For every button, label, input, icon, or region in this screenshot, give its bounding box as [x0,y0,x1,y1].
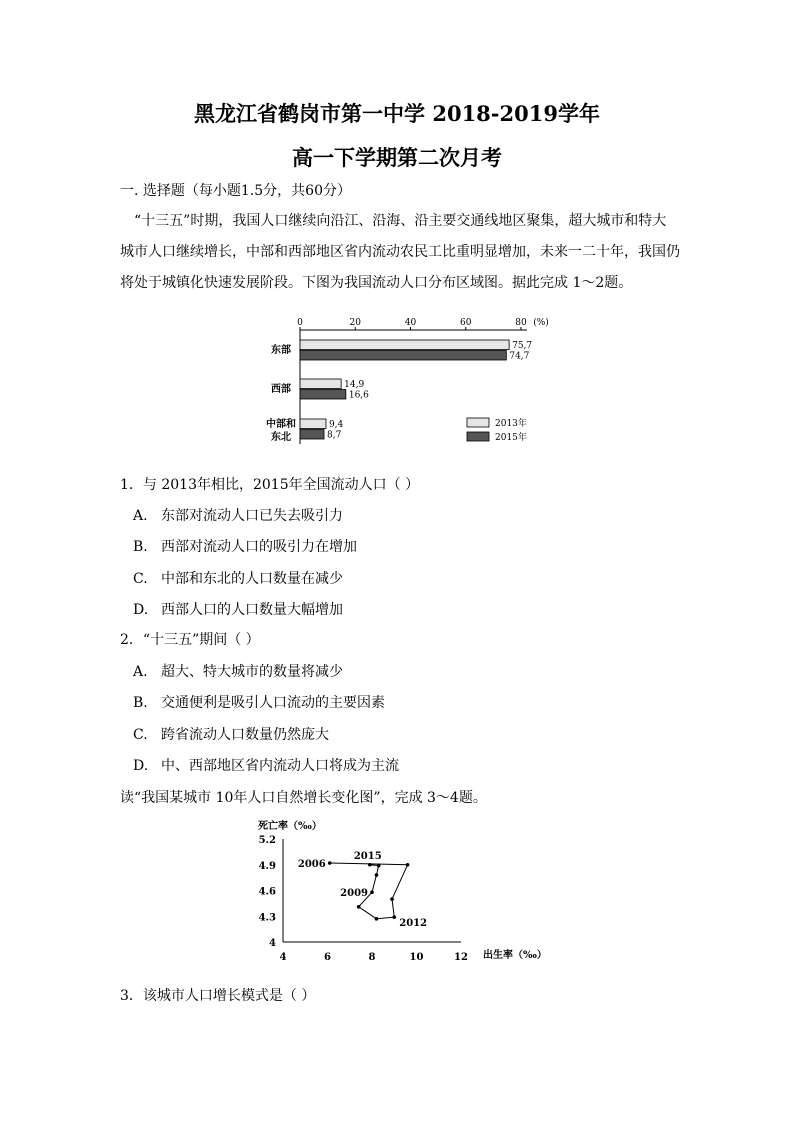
data-point [390,897,394,901]
bar-value-label: 16,6 [348,390,369,401]
legend-swatch [467,432,489,441]
q1-option-d-text: 西部人口的人口数量大幅增加 [161,602,343,618]
document-title-line1: 黑龙江省鹤岗市第一中学 2018-2019学年 [194,101,600,126]
bar-value-label: 75,7 [512,341,533,351]
q1-option-c-letter: C. [133,571,148,587]
bar-value-label: 8,7 [327,430,342,441]
bar-value-label: 9,4 [328,420,344,430]
q1-option-b-letter: B. [133,539,148,555]
x-tick-label: 4 [279,952,287,963]
q2-option-c-text: 跨省流动人口数量仍然庞大 [161,727,329,743]
data-point [328,861,332,865]
data-point [375,873,379,877]
point-year-label: 2015 [353,850,382,862]
q1-option-d [133,599,343,619]
q2-option-c-letter: C. [133,727,148,743]
flow-population-bar-chart [255,312,565,452]
natural-growth-line-chart [250,815,547,970]
question-2-stem: 2．“十三五”期间（ ） [120,632,260,648]
legend-swatch [467,418,489,427]
bar [300,390,346,400]
category-label: 中部和 [266,419,296,430]
q2-option-a-text: 超大、特大城市的数量将减少 [161,664,343,680]
bar [300,351,506,361]
y-tick-label: 4.3 [258,912,276,924]
y-tick-label: 4.9 [258,860,276,872]
unit-label: (%) [533,318,549,328]
q2-option-c [133,724,329,744]
x-tick-label: 8 [368,952,376,963]
bar [300,340,509,350]
data-point [357,905,361,909]
q2-option-a [133,661,343,681]
q1-option-c [133,568,343,588]
point-year-label: 2006 [297,859,326,871]
x-tick-label: 0 [297,318,303,328]
section-heading: 一. 选择题（每小题1.5分，共60分） [120,183,351,199]
q1-option-a [133,505,343,525]
data-point [368,863,372,867]
q1-option-a-letter: A. [133,508,148,524]
q2-option-b [133,692,385,712]
document-title-line2: 高一下学期第二次月考 [292,145,502,170]
category-label: 西部 [271,384,291,395]
question-1-stem: 1．与 2013年相比，2015年全国流动人口（ ） [120,477,420,493]
data-point [375,917,379,921]
q2-option-d-letter: D. [133,758,149,774]
data-point [392,915,396,919]
bar [300,379,341,389]
x-tick-label: 6 [324,952,331,963]
question-3-stem: 3．该城市人口增长模式是（ ） [120,988,316,1004]
bar [300,430,324,440]
q2-option-d-text: 中、西部地区省内流动人口将成为主流 [161,758,399,774]
read-chart-intro: 读“我国某城市 10年人口自然增长变化图”，完成 3～4题。 [120,790,487,806]
x-tick-label: 40 [404,318,417,328]
point-year-label: 2012 [399,918,428,930]
x-tick-label: 60 [460,318,472,328]
y-tick-label: 5.2 [258,835,276,846]
legend-label: 2013年 [495,419,527,429]
data-point [406,863,410,867]
category-label: 东部 [271,345,291,356]
q1-option-a-text: 东部对流动人口已失去吸引力 [161,508,343,524]
x-tick-label: 12 [454,952,468,963]
intro-paragraph: “十三五”时期，我国人口继续向沿江、沿海、沿主要交通线地区聚集，超大城市和特大城市人口继续增长，中部和西部地区省内流动农民工比重明显增加，未来一二十年，我国仍将处于城镇化快速发展阶段。下图为我国流动人口分布区域图。据此完成 1～2题。 [120,213,680,291]
q2-option-b-letter: B. [133,695,148,711]
q1-option-b [133,536,357,556]
x-tick-label: 80 [515,318,527,328]
q2-option-a-letter: A. [133,664,148,680]
q2-option-b-text: 交通便利是吸引人口流动的主要因素 [161,695,385,711]
bar-value-label: 74,7 [509,351,530,362]
bar-value-label: 14,9 [344,380,365,390]
q1-option-b-text: 西部对流动人口的吸引力在增加 [161,539,357,555]
y-tick-label: 4 [269,938,276,949]
q2-option-d [133,755,399,775]
y-axis-title: 死亡率（‰） [258,821,322,832]
category-label: 东北 [271,432,291,443]
y-tick-label: 4.6 [258,886,276,898]
data-point [370,890,374,894]
q1-option-d-letter: D. [133,602,149,618]
x-tick-label: 20 [349,318,361,328]
x-tick-label: 10 [409,952,424,963]
legend-label: 2015年 [495,433,527,443]
bar [300,419,326,429]
q1-option-c-text: 中部和东北的人口数量在减少 [161,571,343,587]
point-year-label: 2009 [340,888,368,900]
x-axis-title: 出生率（‰） [483,950,547,961]
data-point [377,864,381,868]
